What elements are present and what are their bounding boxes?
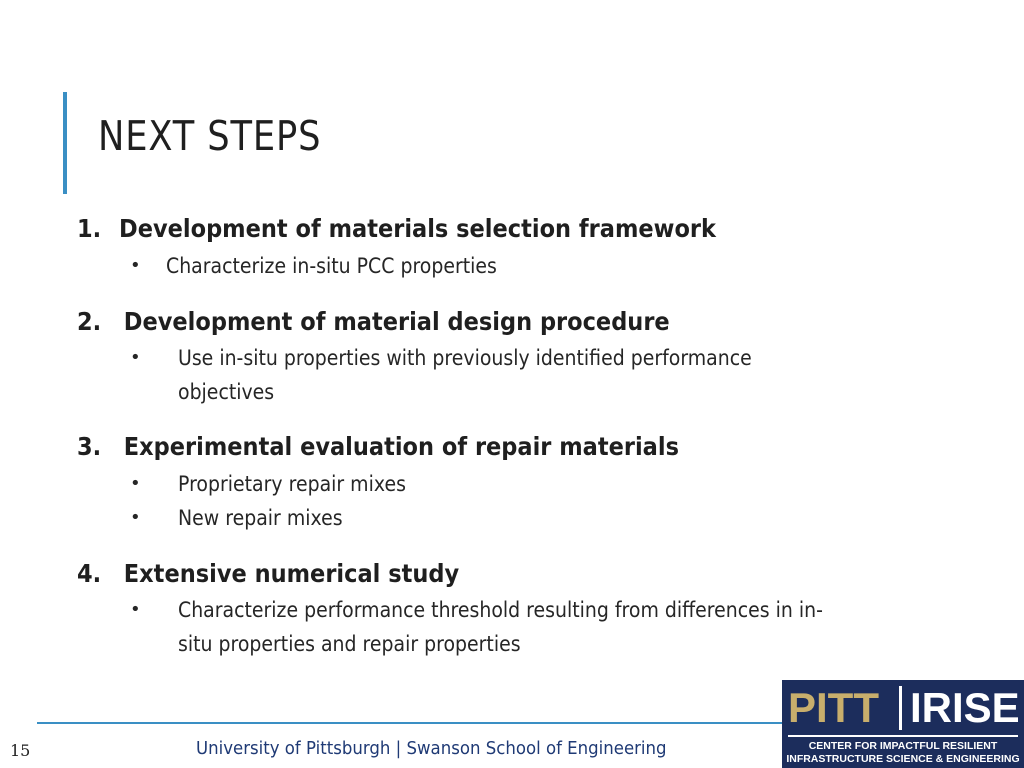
step-bullet: New repair mixes	[178, 506, 343, 530]
step-number: 2.	[77, 307, 102, 336]
step-bullet: Characterize in-situ PCC properties	[166, 254, 497, 278]
slide-title: NEXT STEPS	[98, 112, 322, 160]
step-title: Development of material design procedure	[123, 307, 670, 336]
step-title: Experimental evaluation of repair materials	[123, 432, 679, 461]
logo-subtitle-line-1: CENTER FOR IMPACTFUL RESILIENT	[808, 740, 998, 752]
footer-divider	[37, 722, 782, 724]
logo-wordmark	[782, 680, 1024, 736]
step-heading-4	[77, 559, 459, 588]
pitt-irise-logo	[782, 680, 1024, 768]
page-number: 15	[10, 741, 31, 760]
bullet-icon: •	[130, 599, 141, 620]
step-bullet-continuation: situ properties and repair properties	[178, 632, 521, 656]
bullet-icon: •	[130, 347, 141, 368]
step-number: 3.	[77, 432, 102, 461]
bullet-icon: •	[130, 507, 141, 528]
footer-institution-text: University of Pittsburgh | Swanson School of Engineering	[196, 738, 667, 759]
logo-separator	[899, 686, 902, 730]
step-number: 1.	[77, 214, 102, 243]
step-bullet: Characterize performance threshold resulting from differences in in-	[178, 598, 823, 622]
logo-irise-text: IRISE	[910, 684, 1020, 731]
bullet-icon: •	[130, 473, 141, 494]
step-bullet: Use in-situ properties with previously identified performance	[178, 346, 752, 370]
logo-pitt-text: PITT	[788, 684, 879, 731]
logo-rule	[788, 735, 1018, 737]
step-bullet: Proprietary repair mixes	[178, 472, 406, 496]
step-number: 4.	[77, 559, 102, 588]
step-title: Development of materials selection framework	[119, 214, 716, 243]
step-bullet-continuation: objectives	[178, 380, 275, 404]
bullet-icon: •	[130, 255, 141, 276]
step-heading-2	[77, 307, 670, 336]
step-heading-1	[77, 214, 716, 243]
step-heading-3	[77, 432, 679, 461]
step-title: Extensive numerical study	[123, 559, 460, 588]
logo-subtitle-line-2: INFRASTRUCTURE SCIENCE & ENGINEERING	[786, 753, 1020, 765]
